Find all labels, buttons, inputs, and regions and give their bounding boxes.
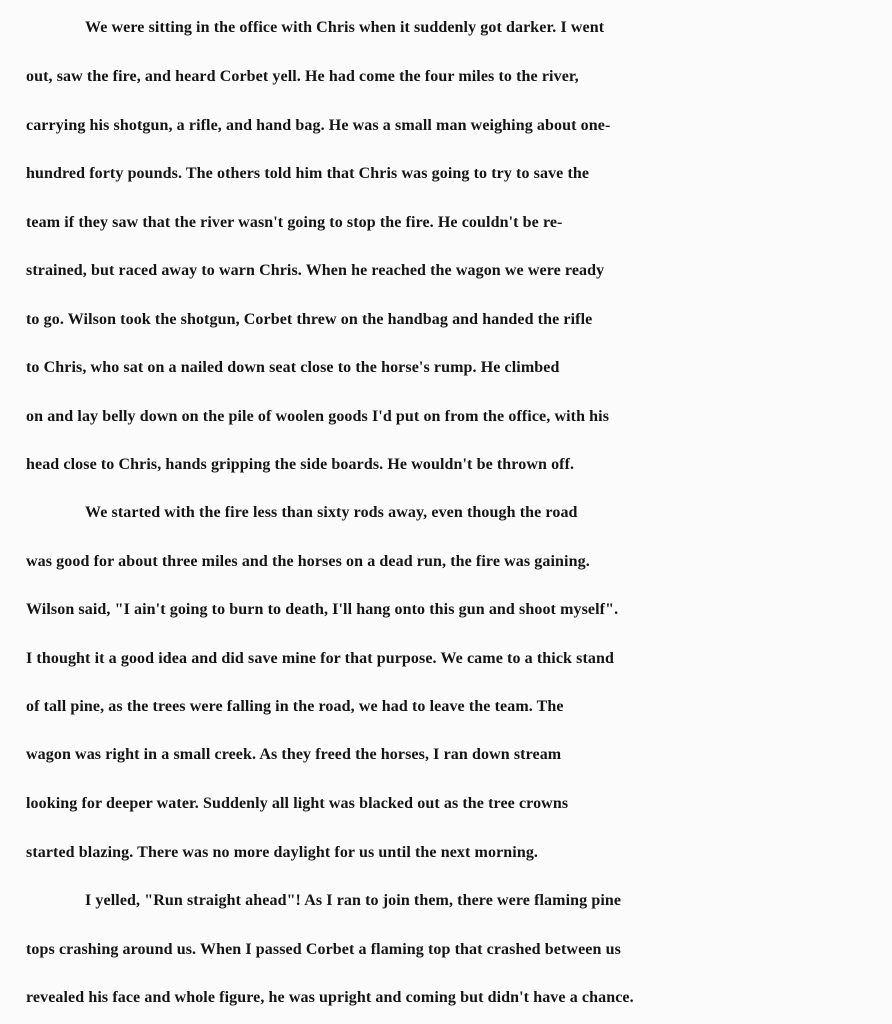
text-line: on and lay belly down on the pile of woolen goods I'd put on from the office, with his	[26, 408, 610, 425]
text-line: team if they saw that the river wasn't going to stop the fire. He couldn't be re-	[26, 214, 563, 231]
text-line: of tall pine, as the trees were falling in the road, we had to leave the team. The	[26, 698, 564, 715]
text-line: I thought it a good idea and did save mine for that purpose. We came to a thick stand	[26, 650, 614, 667]
text-line: We were sitting in the office with Chris when it suddenly got darker. I went	[85, 19, 605, 36]
text-line: revealed his face and whole figure, he was upright and coming but didn't have a chance.	[26, 989, 634, 1006]
text-line: was good for about three miles and the horses on a dead run, the fire was gaining.	[26, 553, 590, 570]
text-line: carrying his shotgun, a rifle, and hand bag. He was a small man weighing about one-	[26, 117, 611, 134]
text-line: started blazing. There was no more daylight for us until the next morning.	[26, 844, 539, 861]
text-line: out, saw the fire, and heard Corbet yell. He had come the four miles to the river,	[26, 68, 579, 85]
text-line: to Chris, who sat on a nailed down seat close to the horse's rump. He climbed	[26, 359, 560, 376]
text-line: hundred forty pounds. The others told him that Chris was going to try to save the	[26, 165, 590, 182]
text-line: head close to Chris, hands gripping the side boards. He wouldn't be thrown off.	[26, 456, 575, 473]
text-line: wagon was right in a small creek. As they freed the horses, I ran down stream	[26, 746, 562, 763]
text-line: I yelled, "Run straight ahead"! As I ran to join them, there were flaming pine	[85, 892, 622, 909]
text-line: looking for deeper water. Suddenly all light was blacked out as the tree crowns	[26, 795, 569, 812]
text-line: strained, but raced away to warn Chris. When he reached the wagon we were ready	[26, 262, 605, 279]
text-line: Wilson said, "I ain't going to burn to death, I'll hang onto this gun and shoot myself".	[26, 601, 619, 618]
text-line: to go. Wilson took the shotgun, Corbet threw on the handbag and handed the rifle	[26, 311, 593, 328]
text-line: We started with the fire less than sixty rods away, even though the road	[85, 504, 578, 521]
text-line: tops crashing around us. When I passed Corbet a flaming top that crashed between us	[26, 941, 621, 958]
